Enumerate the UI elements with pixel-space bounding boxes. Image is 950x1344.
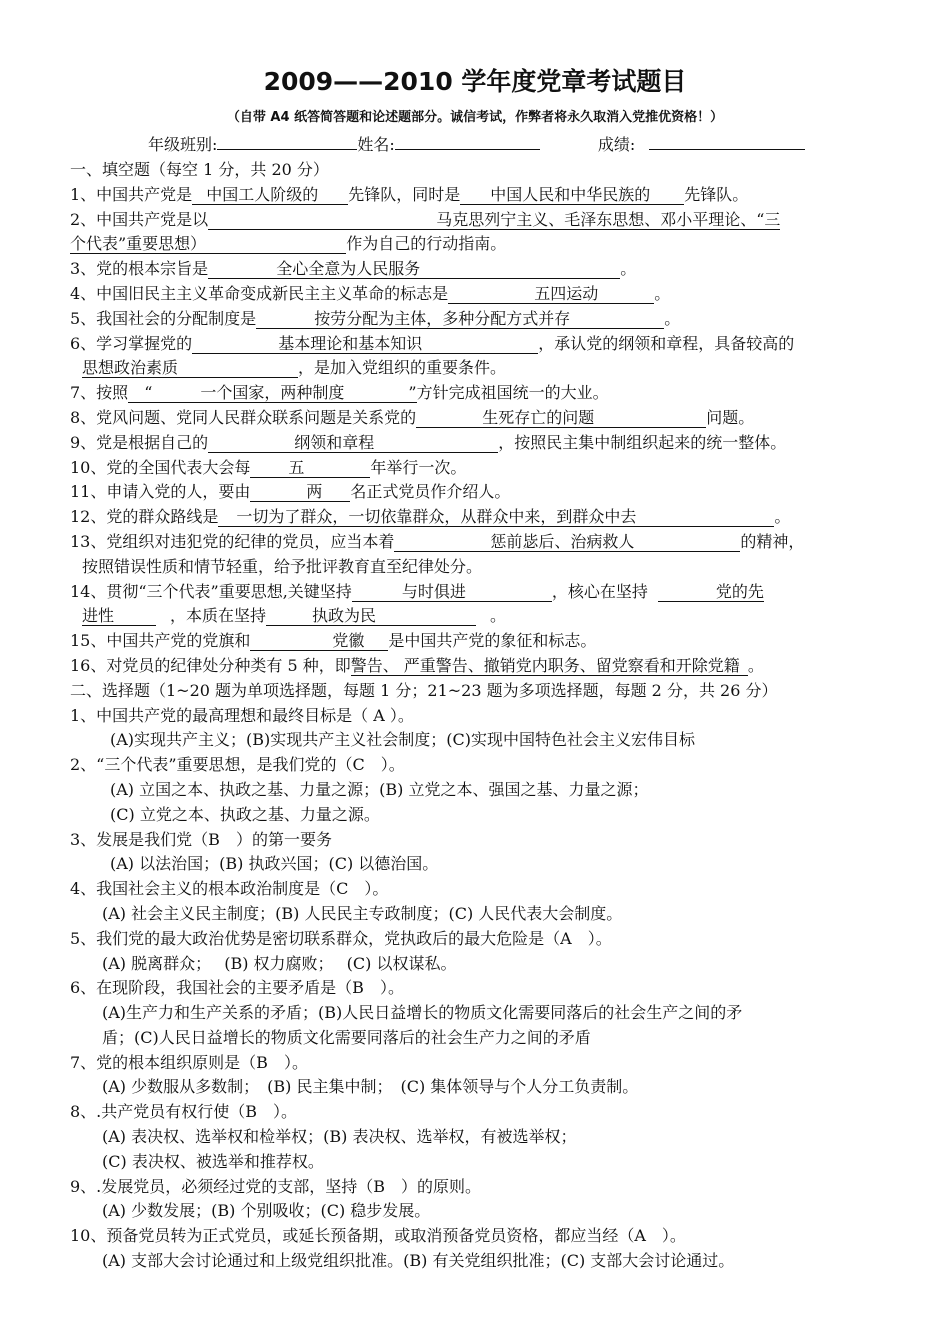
choice-question-1: 1、中国共产党的最高理想和最终目标是（ A ）。 <box>70 705 414 725</box>
answer-16: 警告、 严重警告、撤销党内职务、留党察看和开除党籍 <box>351 656 748 676</box>
answer-14b: 党的先 <box>658 582 764 602</box>
answer-9: 纲领和章程 <box>208 433 498 453</box>
choice-options-9: (A) 少数发展；(B) 个别吸收；(C) 稳步发展。 <box>102 1201 431 1221</box>
question-13-cont: 按照错误性质和情节轻重，给予批评教育直至纪律处分。 <box>82 556 483 576</box>
choice-question-2: 2、“三个代表”重要思想，是我们党的（C ）。 <box>70 755 405 775</box>
answer-3: 全心全意为人民服务 <box>208 259 620 279</box>
name-field[interactable] <box>395 133 540 150</box>
question-4: 4、中国旧民主主义革命变成新民主主义革命的标志是 五四运动 。 <box>70 283 671 303</box>
choice-options-6: 盾；(C)人民日益增长的物质文化需要同落后的社会生产力之间的矛盾 <box>102 1027 591 1047</box>
answer-14b-cont: 进性 <box>82 606 156 626</box>
choice-options-3: (A) 以法治国；(B) 执政兴国；(C) 以德治国。 <box>110 854 439 874</box>
answer-14a: 与时俱进 <box>352 582 552 602</box>
question-5: 5、我国社会的分配制度是 按劳分配为主体，多种分配方式并存 。 <box>70 308 681 328</box>
question-10: 10、党的全国代表大会每 五 年举行一次。 <box>70 457 467 477</box>
question-13: 13、党组织对违犯党的纪律的党员，应当本着 惩前毖后、治病救人 的精神， <box>70 531 805 551</box>
choice-question-8: 8、.共产党员有权行使（B ）。 <box>70 1102 298 1122</box>
section-choice-heading: 二、选择题（1~20 题为单项选择题，每题 1 分；21~23 题为多项选择题，每题 2 分，共 26 分） <box>70 680 778 700</box>
section-fill-heading: 一、填空题（每空 1 分，共 20 分） <box>70 160 329 179</box>
page-subtitle: （自带 A4 纸答简答题和论述题部分。诚信考试，作弊者将永久取消入党推优资格！） <box>226 110 724 125</box>
choice-question-5: 5、我们党的最大政治优势是密切联系群众，党执政后的最大危险是（A ）。 <box>70 928 612 948</box>
student-info-line <box>148 132 805 155</box>
choice-question-list <box>70 704 870 1274</box>
class-label: 年级班别: <box>148 135 218 154</box>
name-label: 姓名: <box>357 135 395 154</box>
choice-options-5: (A) 脱离群众； (B) 权力腐败； (C) 以权谋私。 <box>102 953 457 973</box>
question-6-cont: 思想政治素质 ，是加入党组织的重要条件。 <box>82 358 507 378</box>
question-12: 12、党的群众路线是 一切为了群众，一切依靠群众，从群众中来，到群众中去 。 <box>70 507 791 527</box>
question-11: 11、申请入党的人，要由 两 名正式党员作介绍人。 <box>70 482 511 502</box>
answer-4: 五四运动 <box>448 284 654 304</box>
question-14-cont: 进性 ，本质在坚持 执政为民 。 <box>82 606 507 626</box>
answer-1b: 中国人民和中华民族的 <box>460 185 684 205</box>
page-title: 2009——2010 学年度党章考试题目 <box>263 67 687 96</box>
question-8: 8、党风问题、党同人民群众联系问题是关系党的 生死存亡的问题 问题。 <box>70 407 755 427</box>
question-2: 2、中国共产党是以 马克思列宁主义、毛泽东思想、邓小平理论、“三 <box>70 209 781 229</box>
choice-options-1: (A)实现共产主义；(B)实现共产主义社会制度；(C)实现中国特色社会主义宏伟目标 <box>110 730 696 750</box>
answer-5: 按劳分配为主体，多种分配方式并存 <box>256 309 664 329</box>
class-field[interactable] <box>217 133 357 150</box>
question-15: 15、中国共产党的党旗和 党徽 是中国共产党的象征和标志。 <box>70 631 597 651</box>
choice-question-3: 3、发展是我们党（B ）的第一要务 <box>70 829 332 849</box>
score-label: 成绩: <box>597 135 636 154</box>
choice-question-6: 6、在现阶段，我国社会的主要矛盾是（B ）。 <box>70 978 404 998</box>
answer-14c: 执政为民 <box>266 606 476 626</box>
question-14: 14、贯彻“三个代表”重要思想,关键坚持 与时俱进 ，核心在坚持 党的先 <box>70 581 764 601</box>
answer-10: 五 <box>250 458 370 478</box>
choice-options-10: (A) 支部大会讨论通过和上级党组织批准。(B) 有关党组织批准；(C) 支部大会讨论通过。 <box>102 1251 735 1271</box>
choice-options-4: (A) 社会主义民主制度；(B) 人民民主专政制度；(C) 人民代表大会制度。 <box>102 903 623 923</box>
answer-13: 惩前毖后、治病救人 <box>394 532 740 552</box>
question-9: 9、党是根据自己的 纲领和章程 ，按照民主集中制组织起来的统一整体。 <box>70 432 787 452</box>
choice-options-6: (A)生产力和生产关系的矛盾；(B)人民日益增长的物质文化需要同落后的社会生产之间的矛 <box>102 1003 743 1023</box>
question-1: 1、中国共产党是 中国工人阶级的 先锋队，同时是 中国人民和中华民族的 先锋队。 <box>70 184 749 204</box>
score-field[interactable] <box>649 133 805 150</box>
exam-content <box>70 158 870 1274</box>
answer-12: 一切为了群众，一切依靠群众，从群众中来，到群众中去 <box>218 507 774 527</box>
question-6: 6、学习掌握党的 基本理论和基本知识 ，承认党的纲领和章程，具备较高的 <box>70 333 795 353</box>
choice-question-9: 9、.发展党员，必须经过党的支部，坚持（B ）的原则。 <box>70 1176 482 1196</box>
choice-options-2: (A) 立国之本、执政之基、力量之源；(B) 立党之本、强国之基、力量之源； <box>110 779 649 799</box>
answer-6a: 基本理论和基本知识 <box>192 334 538 354</box>
answer-1a: 中国工人阶级的 <box>192 185 348 205</box>
choice-options-7: (A) 少数服从多数制； (B) 民主集中制； (C) 集体领导与个人分工负责制。 <box>102 1077 639 1097</box>
choice-question-4: 4、我国社会主义的根本政治制度是（C ）。 <box>70 879 389 899</box>
answer-11: 两 <box>250 482 350 502</box>
answer-2a: 马克思列宁主义、毛泽东思想、邓小平理论、“三 <box>208 210 780 230</box>
answer-8: 生死存亡的问题 <box>416 408 706 428</box>
question-16: 16、对党员的纪律处分种类有 5 种，即警告、 严重警告、撤销党内职务、留党察看和开除党籍 。 <box>70 655 764 675</box>
answer-2b: 个代表”重要思想） <box>70 234 346 254</box>
answer-6b: 思想政治素质 <box>82 358 298 378</box>
answer-7: “ 一个国家，两种制度 ” <box>128 383 416 403</box>
choice-options-2: (C) 立党之本、执政之基、力量之源。 <box>110 804 380 824</box>
choice-question-7: 7、党的根本组织原则是（B ）。 <box>70 1052 308 1072</box>
choice-options-8: (C) 表决权、被选举和推荐权。 <box>102 1151 324 1171</box>
question-7: 7、按照 “ 一个国家，两种制度 ”方针完成祖国统一的大业。 <box>70 383 609 403</box>
question-2-cont: 个代表”重要思想） 作为自己的行动指南。 <box>70 234 507 254</box>
answer-15: 党徽 <box>250 631 388 651</box>
question-3: 3、党的根本宗旨是 全心全意为人民服务 。 <box>70 259 637 279</box>
choice-options-8: (A) 表决权、选举权和检举权；(B) 表决权、选举权，有被选举权； <box>102 1127 577 1147</box>
choice-question-10: 10、预备党员转为正式党员，或延长预备期，或取消预备党员资格，都应当经（A ）。 <box>70 1226 686 1246</box>
